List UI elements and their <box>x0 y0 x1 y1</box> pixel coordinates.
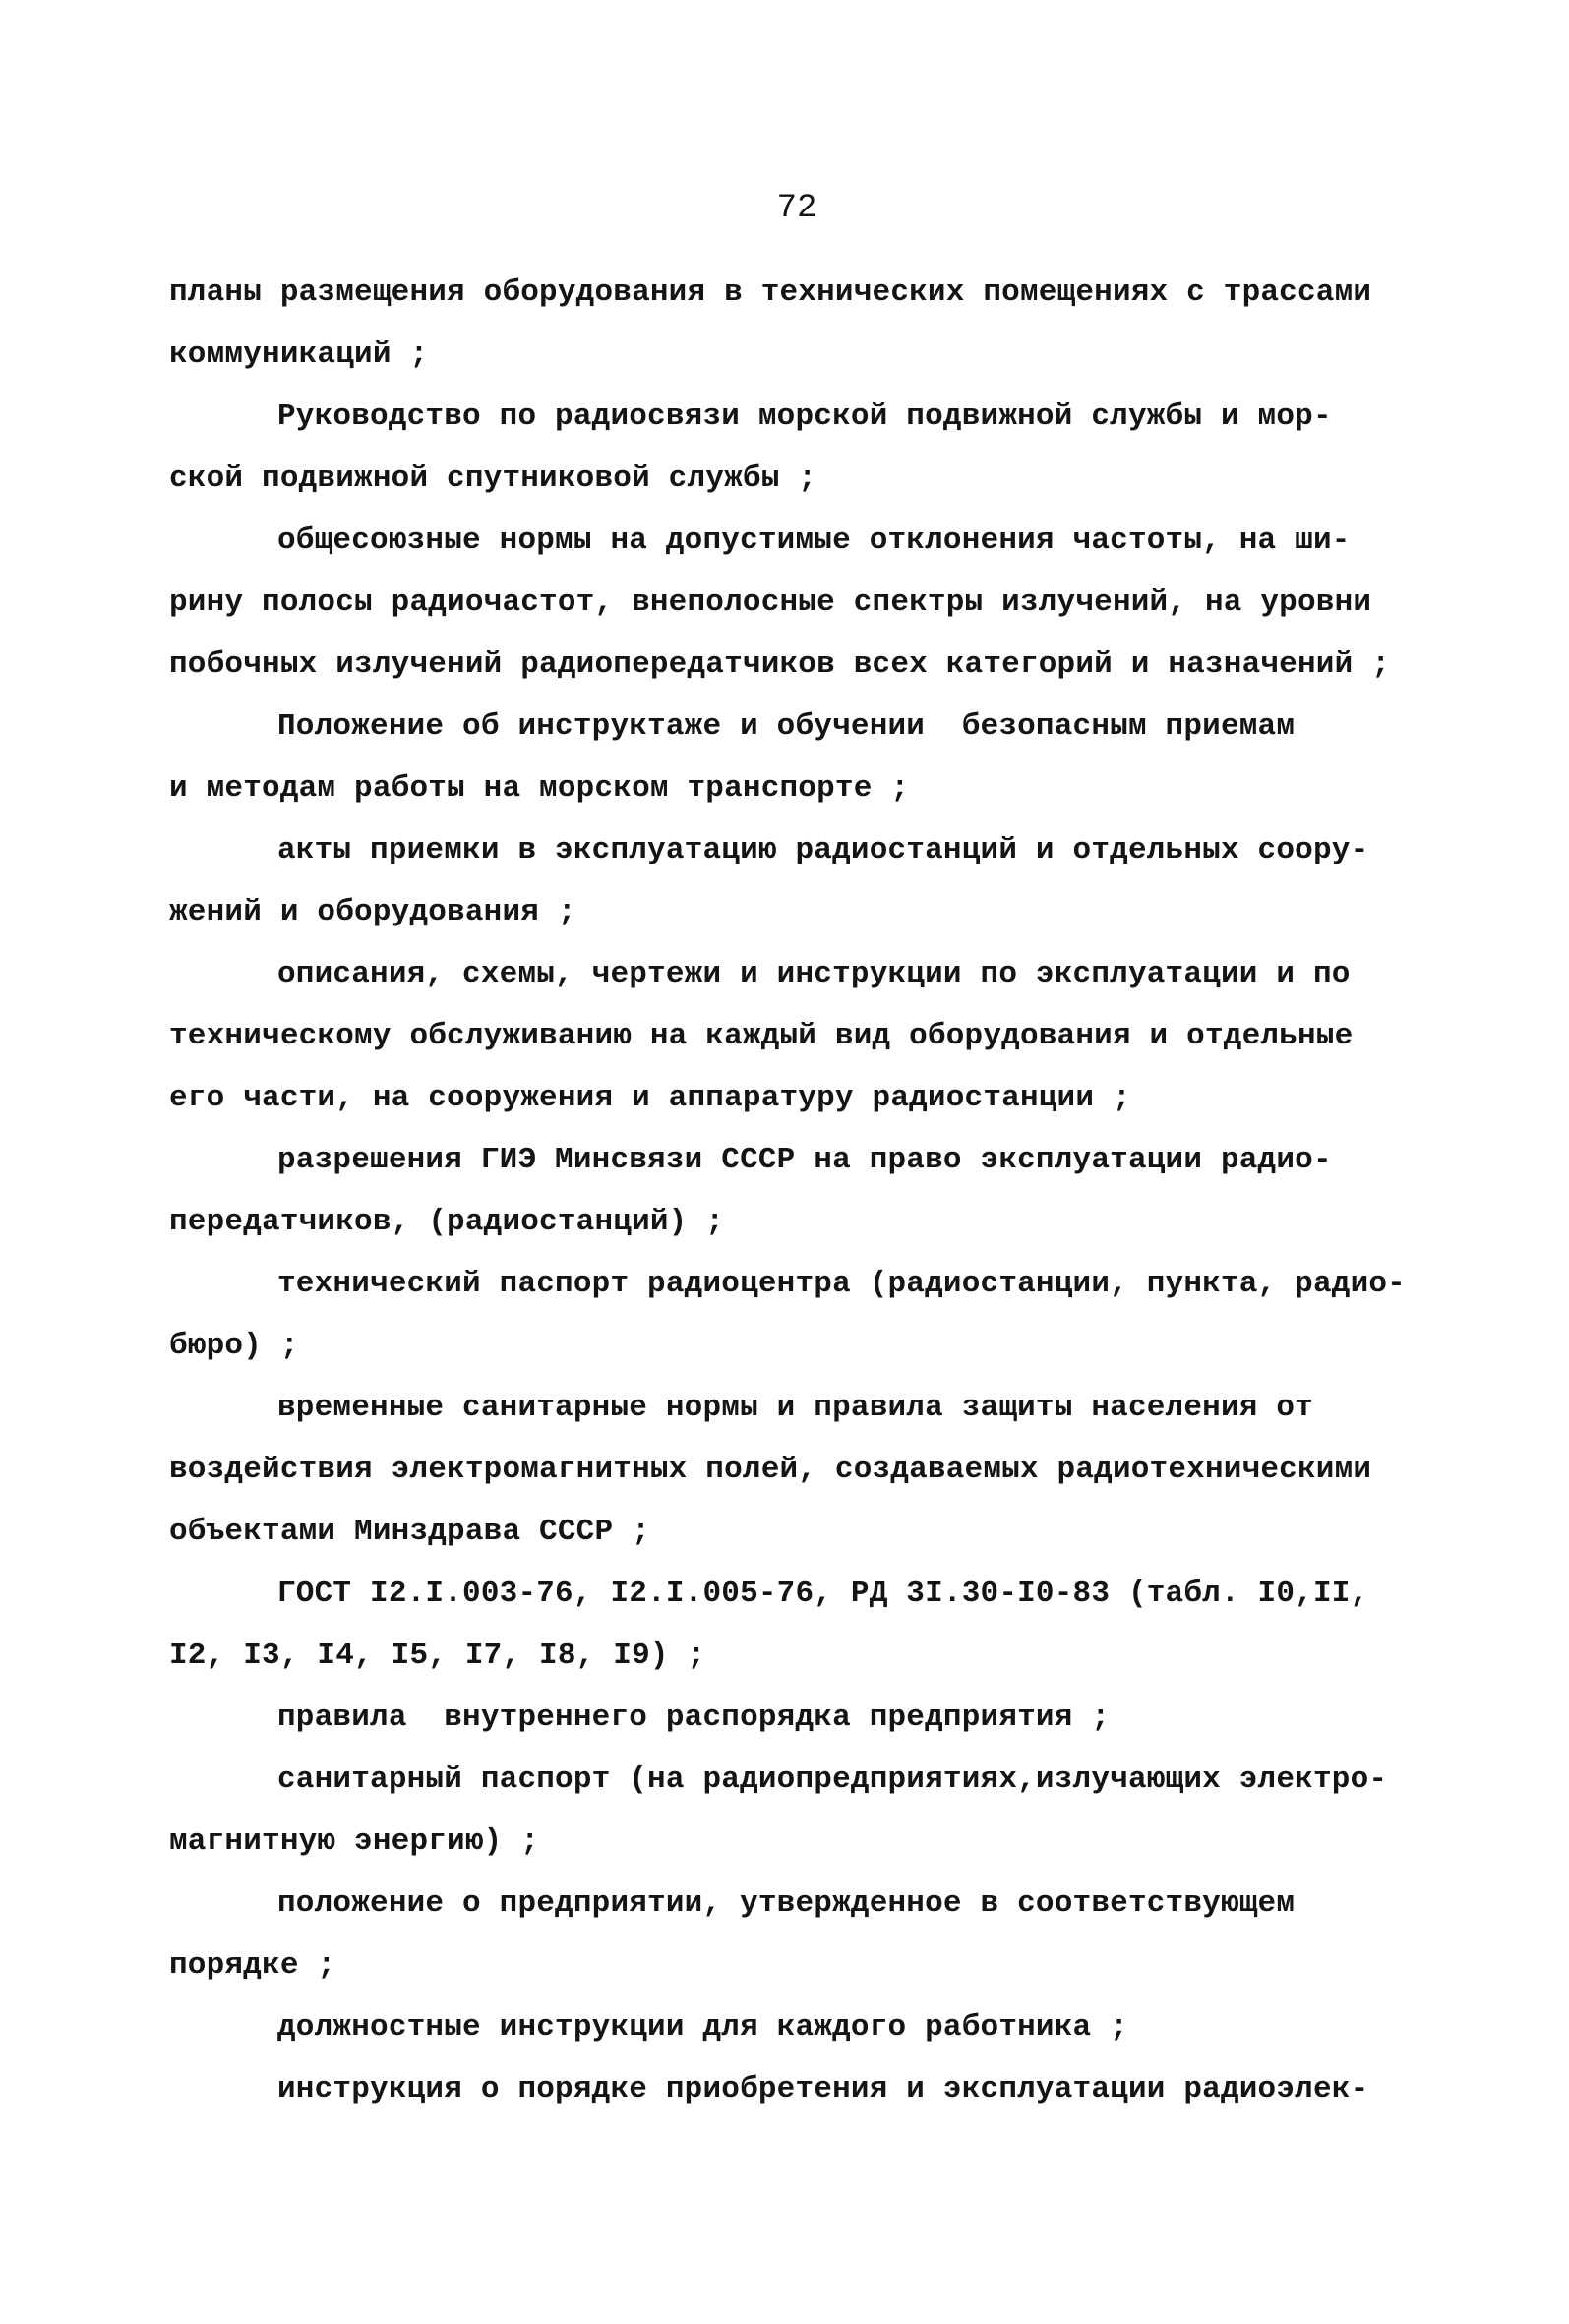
text-line: описания, схемы, чертежи и инструкции по эксплуатации и по <box>277 957 1351 991</box>
text-line: технический паспорт радиоцентра (радиостанции, пункта, радио- <box>277 1267 1406 1301</box>
paragraph <box>169 1253 1428 1377</box>
text-line: коммуникаций ; <box>169 337 429 372</box>
text-line: его части, на сооружения и аппаратуру радиостанции ; <box>169 1081 1131 1115</box>
paragraph <box>169 509 1428 695</box>
text-line: ской подвижной спутниковой службы ; <box>169 461 817 496</box>
text-line: бюро) ; <box>169 1329 299 1363</box>
text-line: техническому обслуживанию на каждый вид оборудования и отдельные <box>169 1019 1354 1053</box>
text-line: ГОСТ I2.I.003-76, I2.I.005-76, РД 3I.30-I0-83 (табл. I0,II, <box>277 1577 1369 1611</box>
paragraph <box>169 819 1428 943</box>
text-line: Руководство по радиосвязи морской подвижной службы и мор- <box>277 399 1332 434</box>
text-line: порядке ; <box>169 1948 336 1983</box>
paragraph <box>169 1749 1428 1873</box>
text-line: правила внутреннего распорядка предприятия ; <box>277 1700 1111 1735</box>
text-line: объектами Минздрава СССР ; <box>169 1515 650 1549</box>
paragraph <box>169 386 1428 509</box>
text-line: Положение об инструктаже и обучении безопасным приемам <box>277 709 1296 744</box>
text-line: положение о предприятии, утвержденное в соответствующем <box>277 1886 1296 1921</box>
text-line: инструкция о порядке приобретения и эксплуатации радиоэлек- <box>277 2072 1369 2107</box>
text-line: разрешения ГИЭ Минсвязи СССР на право эксплуатации радио- <box>277 1143 1332 1177</box>
paragraph <box>169 1687 1428 1749</box>
text-line: должностные инструкции для каждого работника ; <box>277 2010 1128 2045</box>
text-line: жений и оборудования ; <box>169 895 576 929</box>
text-line: планы размещения оборудования в технических помещениях с трассами <box>169 275 1372 310</box>
paragraph <box>169 943 1428 1129</box>
page-number: 72 <box>776 190 817 227</box>
text-line: рину полосы радиочастот, внеполосные спектры излучений, на уровни <box>169 585 1372 620</box>
paragraph <box>169 1377 1428 1563</box>
text-line: санитарный паспорт (на радиопредприятиях,излучающих электро- <box>277 1762 1388 1797</box>
text-line: и методам работы на морском транспорте ; <box>169 771 910 805</box>
text-line: магнитную энергию) ; <box>169 1824 540 1859</box>
text-line: воздействия электромагнитных полей, создаваемых радиотехническими <box>169 1453 1372 1487</box>
paragraph <box>169 2058 1428 2120</box>
paragraph <box>169 1873 1428 1996</box>
text-line: I2, I3, I4, I5, I7, I8, I9) ; <box>169 1639 706 1673</box>
text-line: временные санитарные нормы и правила защиты населения от <box>277 1391 1313 1425</box>
paragraph <box>169 1129 1428 1253</box>
text-line: побочных излучений радиопередатчиков всех категорий и назначений ; <box>169 647 1390 682</box>
text-line: общесоюзные нормы на допустимые отклонения частоты, на ши- <box>277 523 1351 558</box>
body-text <box>169 262 1428 2120</box>
paragraph <box>169 1563 1428 1687</box>
paragraph <box>169 695 1428 819</box>
paragraph <box>169 262 1428 386</box>
text-line: акты приемки в эксплуатацию радиостанций и отдельных соору- <box>277 833 1369 867</box>
text-line: передатчиков, (радиостанций) ; <box>169 1205 725 1239</box>
paragraph <box>169 1996 1428 2058</box>
